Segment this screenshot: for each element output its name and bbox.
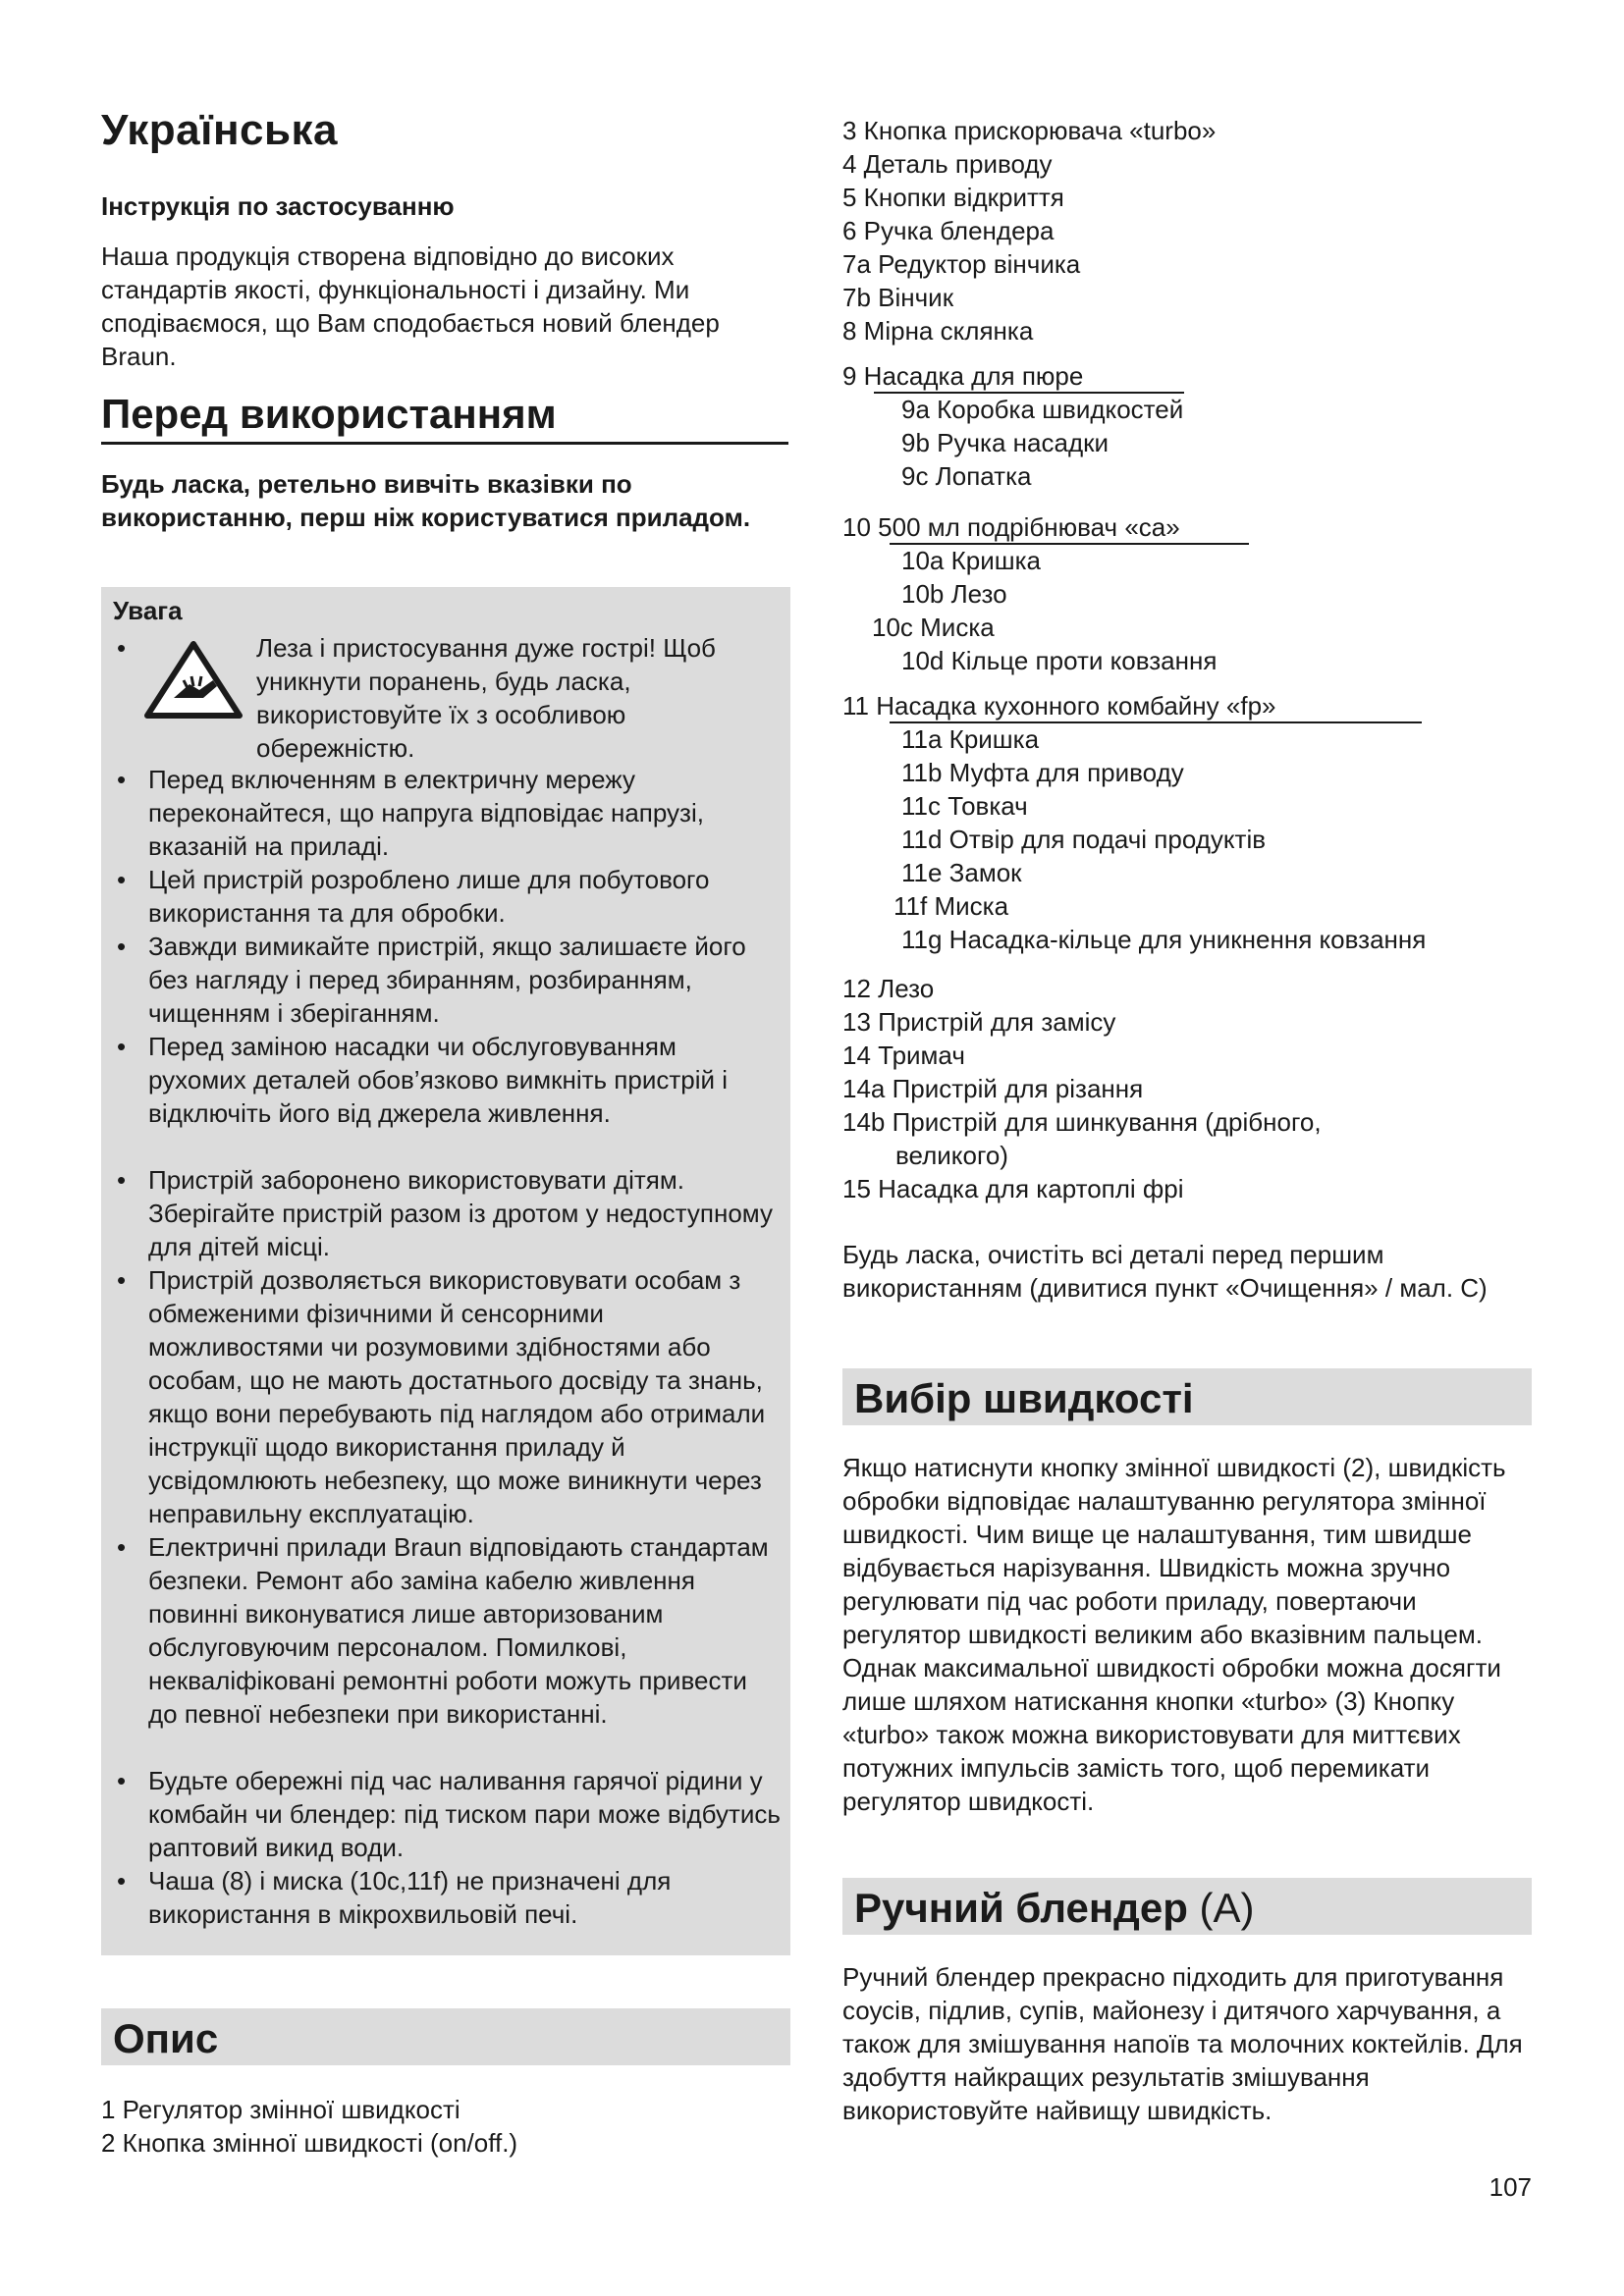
description-item: 2 Кнопка змінної швидкості (on/off.) (101, 2128, 518, 2158)
description-item: 9b Ручка насадки (901, 428, 1110, 457)
description-item: 14a Пристрій для різання (842, 1074, 1144, 1103)
warning-item: • Чаша (8) і миска (10c,11f) не призначені для використання в мікрохвильовій печі. (117, 1866, 672, 1929)
description-item: 8 Мірна склянка (842, 316, 1034, 346)
warning-item: • Перед заміною насадки чи обслуговуванням рухомих деталей обов’язково вимкніть пристрій і відключіть його від джерела живлення. (117, 1032, 729, 1128)
speed-heading: Вибір швидкості (854, 1375, 1194, 1421)
hand-blender-text: Ручний блендер прекрасно підходить для приготування соусів, підлив, супів, майонезу і дитячого харчування, а також для змішування напоїв та молочних коктейлів. Для здобуття найкращих результатів змішування використовуйте найвищу швидкість. (842, 1962, 1523, 2125)
warning-item: • Перед включенням в електричну мережу переконайтеся, що напруга відповідає напрузі, вказаній на приладі. (117, 765, 704, 861)
warning-item: • Пристрій дозволяється використовувати особам з обмеженими фізичними й сенсорними можливостями чи розумовими здібностями або особам, що не мають достатнього досвіду та знань, якщо вони перебувають під наглядом або отримали інструкції щодо використання приладу й усвідомлюють небезпеку, що може виникнути через неправильну експлуатацію. (117, 1265, 766, 1528)
description-item: 4 Деталь приводу (842, 149, 1053, 179)
description-heading: Опис (113, 2015, 219, 2061)
description-item: 11g Насадка-кільце для уникнення ковзання (901, 925, 1427, 954)
description-item: 11b Муфта для приводу (901, 758, 1184, 787)
warning-box (101, 587, 790, 1955)
description-item: 10a Кришка (901, 546, 1041, 575)
description-item: 6 Ручка блендера (842, 216, 1055, 245)
description-item: 9a Коробка швидкостей (901, 395, 1184, 424)
warning-item: • Цей пристрій розроблено лише для побутового використання та для обробки. (117, 865, 710, 928)
description-item: 3 Кнопка прискорювача «turbo» (842, 116, 1217, 145)
language-title: Українська (101, 106, 339, 154)
description-item: 15 Насадка для картоплі фрі (842, 1174, 1184, 1203)
clean-note: Будь ласка, очистіть всі деталі перед першим використанням (дивитися пункт «Очищення» / мал. C) (842, 1240, 1488, 1303)
description-item: 13 Пристрій для замісу (842, 1007, 1116, 1037)
description-item: 5 Кнопки відкриття (842, 183, 1064, 212)
description-item: 11d Отвір для подачі продуктів (901, 825, 1267, 854)
description-item: 11 Насадка кухонного комбайну «fp» (842, 691, 1276, 721)
hand-blender-heading-bar (842, 1878, 1532, 1935)
description-item: 9 Насадка для пюре (842, 361, 1084, 391)
description-item: 10d Кільце проти ковзання (901, 646, 1218, 675)
speed-text: Якщо натиснути кнопку змінної швидкості (2), швидкість обробки відповідає налаштуванню регулятора змінної швидкості. Чим вище це налаштування, тим швидше відбувається нарізування. Швидкість можна зручно регулювати під час роботи приладу, повертаючи регулятор швидкості великим або вказівним пальцем. Однак максимальної швидкості обробки можна досягти лише шляхом натискання кнопки «turbo» (3) Кнопку «turbo» також можна використовувати для миттєвих потужних імпульсів замість того, щоб перемикати регулятор швидкості. (842, 1453, 1506, 1816)
description-item: 11c Товкач (901, 791, 1028, 821)
warning-title: Увага (113, 596, 183, 625)
instructions-heading: Інструкція по застосуванню (101, 191, 455, 221)
description-item: 1 Регулятор змінної швидкості (101, 2095, 460, 2124)
intro-text: Наша продукція створена відповідно до високих стандартів якості, функціональності і дизайну. Ми сподіваємося, що Вам сподобається новий блендер Braun. (101, 241, 720, 371)
description-item: 11e Замок (901, 858, 1022, 887)
description-item: 7b Вінчик (842, 283, 954, 312)
hand-blender-heading: Ручний блендер (A) (854, 1885, 1255, 1931)
warning-item: • Будьте обережні під час наливання гарячої рідини у комбайн чи блендер: під тиском пари може відбутись раптовий викид води. (117, 1766, 781, 1862)
description-item: 14 Тримач (842, 1041, 965, 1070)
warning-item: • Пристрій заборонено використовувати дітям. Зберігайте пристрій разом із дротом у недоступному для дітей місці. (117, 1165, 773, 1261)
description-item: 9c Лопатка (901, 461, 1032, 491)
before-use-bold-text: Будь ласка, ретельно вивчіть вказівки по використанню, перш ніж користуватися приладом. (101, 469, 751, 532)
before-use-heading: Перед використанням (101, 391, 788, 445)
description-item: 10c Миска (872, 613, 995, 642)
warning-item: • Електричні прилади Braun відповідають стандартам безпеки. Ремонт або заміна кабелю живлення повинні виконуватися лише авторизованим обслуговуючим персоналом. Помилкові, некваліфіковані ремонтні роботи можуть привести до певної небезпеки при використанні. (117, 1532, 769, 1729)
warning-item: • Леза і пристосування дуже гострі! Щоб уникнути поранень, будь ласка, використовуйте їх з особливою обережністю. (117, 633, 716, 763)
description-item: 7a Редуктор вінчика (842, 249, 1081, 279)
warning-item: • Завжди вимикайте пристрій, якщо залишаєте його без нагляду і перед збиранням, розбиранням, чищенням і зберіганням. (117, 932, 746, 1028)
description-item: великого) (895, 1141, 1008, 1170)
description-item: 10b Лезо (901, 579, 1007, 609)
description-item: 11a Кришка (901, 724, 1040, 754)
description-item: 10 500 мл подрібнювач «ca» (842, 512, 1180, 542)
description-item: 11f Миска (893, 891, 1009, 921)
page-number: 107 (1489, 2172, 1532, 2202)
description-item: 12 Лезо (842, 974, 935, 1003)
speed-heading-bar (842, 1368, 1532, 1425)
description-item: 14b Пристрій для шинкування (дрібного, (842, 1107, 1322, 1137)
description-heading-bar (101, 2008, 790, 2065)
